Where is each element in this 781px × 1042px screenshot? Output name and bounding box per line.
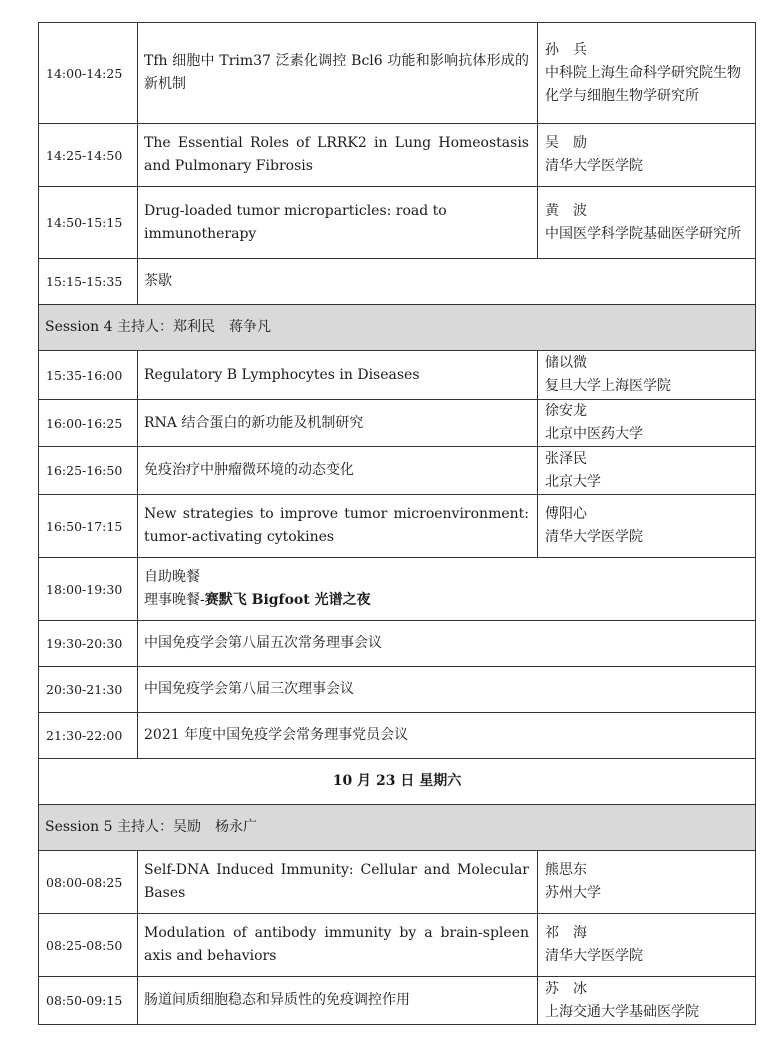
dinner-line-1: 自助晚餐 xyxy=(144,569,200,585)
speaker-name: 孙 兵 xyxy=(545,41,587,58)
speaker-cell xyxy=(538,400,756,447)
talk-title: 肠道间质细胞稳态和异质性的免疫调控作用 xyxy=(138,977,538,1025)
table-row xyxy=(39,977,756,1025)
day-header-row xyxy=(39,759,756,805)
event-text: 2021 年度中国免疫学会常务理事党员会议 xyxy=(138,713,756,759)
table-row xyxy=(39,400,756,447)
event-text: 中国免疫学会第八届三次理事会议 xyxy=(138,667,756,713)
time-cell: 15:15-15:35 xyxy=(39,259,138,305)
table-row xyxy=(39,447,756,495)
speaker-affiliation: 苏州大学 xyxy=(545,885,601,901)
time-cell: 16:25-16:50 xyxy=(39,447,138,495)
time-cell: 20:30-21:30 xyxy=(39,667,138,713)
speaker-cell xyxy=(538,495,756,558)
speaker-affiliation: 清华大学医学院 xyxy=(545,529,643,545)
speaker-cell xyxy=(538,351,756,400)
talk-title: Self-DNA Induced Immunity: Cellular and Molecular Bases xyxy=(138,851,538,914)
speaker-affiliation: 上海交通大学基础医学院 xyxy=(545,1003,699,1020)
session-header-row xyxy=(39,305,756,351)
speaker-name: 储以微 xyxy=(545,355,587,371)
time-cell: 14:50-15:15 xyxy=(39,187,138,259)
session-header-row xyxy=(39,805,756,851)
speaker-name: 吴 励 xyxy=(545,135,587,151)
talk-title: RNA 结合蛋白的新功能及机制研究 xyxy=(138,400,538,447)
talk-title: The Essential Roles of LRRK2 in Lung Homeostasis and Pulmonary Fibrosis xyxy=(138,124,538,187)
session-title: Session 4 主持人：郑利民 蒋争凡 xyxy=(39,305,756,351)
speaker-name: 徐安龙 xyxy=(545,403,587,419)
talk-title: Modulation of antibody immunity by a brain-spleen axis and behaviors xyxy=(138,914,538,977)
dinner-line-2-prefix: 理事晚餐- xyxy=(144,592,205,608)
dinner-line-2 xyxy=(144,589,749,612)
speaker-affiliation: 清华大学医学院 xyxy=(545,158,643,174)
talk-title: Drug-loaded tumor microparticles: road to immunotherapy xyxy=(138,187,538,259)
speaker-affiliation: 中国医学科学院基础医学研究所 xyxy=(545,225,741,242)
time-cell: 19:30-20:30 xyxy=(39,621,138,667)
speaker-affiliation: 北京大学 xyxy=(545,473,601,490)
speaker-affiliation: 复旦大学上海医学院 xyxy=(545,378,671,394)
speaker-cell xyxy=(538,187,756,259)
time-cell: 15:35-16:00 xyxy=(39,351,138,400)
speaker-name: 张泽民 xyxy=(545,450,587,467)
speaker-cell xyxy=(538,447,756,495)
speaker-cell xyxy=(538,977,756,1025)
time-cell: 16:50-17:15 xyxy=(39,495,138,558)
speaker-cell xyxy=(538,851,756,914)
table-row xyxy=(39,621,756,667)
speaker-cell xyxy=(538,23,756,124)
table-row xyxy=(39,23,756,124)
table-row xyxy=(39,351,756,400)
dinner-cell xyxy=(138,558,756,621)
day-title: 10 月 23 日 星期六 xyxy=(39,759,756,805)
table-row xyxy=(39,851,756,914)
table-row xyxy=(39,667,756,713)
time-cell: 08:25-08:50 xyxy=(39,914,138,977)
talk-title: New strategies to improve tumor microenvironment: tumor-activating cytokines xyxy=(138,495,538,558)
speaker-affiliation: 北京中医药大学 xyxy=(545,426,643,442)
speaker-name: 傅阳心 xyxy=(545,506,587,522)
speaker-name: 苏 冰 xyxy=(545,980,587,997)
speaker-affiliation: 中科院上海生命科学研究院生物化学与细胞生物学研究所 xyxy=(545,64,741,104)
speaker-affiliation: 清华大学医学院 xyxy=(545,948,643,964)
time-cell: 08:50-09:15 xyxy=(39,977,138,1025)
event-text: 茶歇 xyxy=(138,259,756,305)
speaker-name: 熊思东 xyxy=(545,862,587,878)
speaker-cell xyxy=(538,914,756,977)
table-row xyxy=(39,713,756,759)
session-title: Session 5 主持人：吴励 杨永广 xyxy=(39,805,756,851)
dinner-line-2-bold: 赛默飞 Bigfoot 光谱之夜 xyxy=(204,592,371,608)
table-row xyxy=(39,558,756,621)
table-row xyxy=(39,124,756,187)
time-cell: 16:00-16:25 xyxy=(39,400,138,447)
talk-title: Regulatory B Lymphocytes in Diseases xyxy=(138,351,538,400)
table-row xyxy=(39,259,756,305)
talk-title: 免疫治疗中肿瘤微环境的动态变化 xyxy=(138,447,538,495)
event-text: 中国免疫学会第八届五次常务理事会议 xyxy=(138,621,756,667)
speaker-cell xyxy=(538,124,756,187)
table-row xyxy=(39,495,756,558)
time-cell: 14:25-14:50 xyxy=(39,124,138,187)
time-cell: 21:30-22:00 xyxy=(39,713,138,759)
time-cell: 18:00-19:30 xyxy=(39,558,138,621)
talk-title: Tfh 细胞中 Trim37 泛素化调控 Bcl6 功能和影响抗体形成的新机制 xyxy=(138,23,538,124)
speaker-name: 祁 海 xyxy=(545,925,587,941)
table-row xyxy=(39,187,756,259)
time-cell: 14:00-14:25 xyxy=(39,23,138,124)
speaker-name: 黄 波 xyxy=(545,202,587,219)
schedule-table xyxy=(38,22,756,1025)
time-cell: 08:00-08:25 xyxy=(39,851,138,914)
table-row xyxy=(39,914,756,977)
